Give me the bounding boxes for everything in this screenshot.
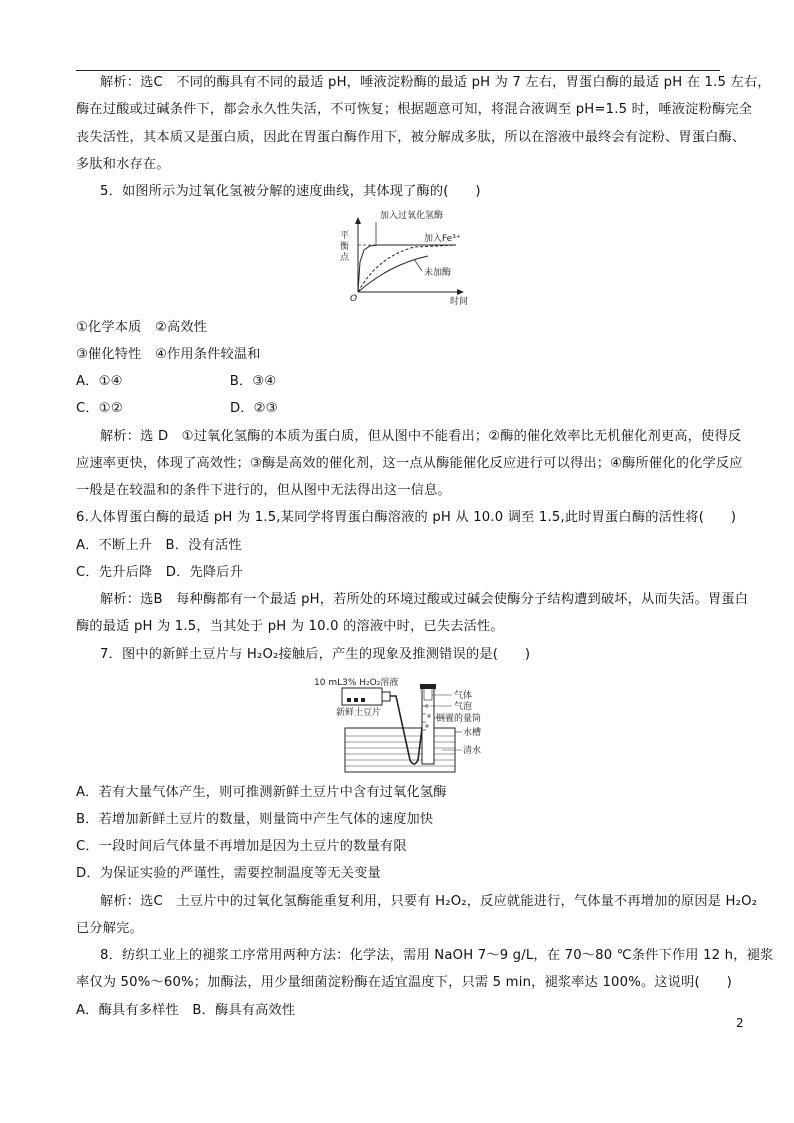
q7-choice-c: C．一段时间后气体量不再增加是因为土豆片的数量有限 bbox=[76, 839, 407, 854]
enzyme-rate-figure bbox=[338, 207, 478, 307]
y-axis-label-1: 平 bbox=[340, 231, 350, 241]
q4-analysis-line-1: 解析：选C 不同的酶具有不同的最适 pH，唾液淀粉酶的最适 pH 为 7 左右，胃蛋白酶的最适 pH 在 1.5 左右， bbox=[100, 75, 771, 90]
q5-option-row-1: ①化学本质 ②高效性 bbox=[76, 320, 208, 335]
label-bubbles: 气泡 bbox=[454, 702, 473, 712]
q7-choice-b: B．若增加新鲜土豆片的数量，则量筒中产生气体的速度加快 bbox=[76, 812, 434, 827]
q6-analysis-line-1: 解析：选B 每种酶都有一个最适 pH，若所处的环境过酸或过碱会使酶分子结构遭到破坏，从而失活。胃蛋白 bbox=[100, 592, 749, 607]
potato-slice-3 bbox=[361, 698, 365, 702]
potato-slice-1 bbox=[347, 698, 351, 702]
header-rule bbox=[76, 70, 720, 71]
question-8-stem-line-1: 8．纺织工业上的褪浆工序常用两种方法：化学法，需用 NaOH 7～9 g/L，在 70～80 ℃条件下作用 12 h，褪浆 bbox=[100, 948, 774, 963]
curve-label-no-enzyme: 未加酶 bbox=[424, 268, 452, 278]
y-axis-label-3: 点 bbox=[340, 253, 350, 263]
q7-analysis-line-1: 解析：选C 土豆片中的过氧化氢酶能重复利用，只要有 H₂O₂，反应就能进行，气体量不再增加的原因是 H₂O₂ bbox=[100, 894, 758, 909]
page-number: 2 bbox=[736, 1016, 744, 1030]
q8-choice-row-1: A．酶具有多样性 B．酶具有高效性 bbox=[76, 1003, 296, 1018]
potato-slice-2 bbox=[354, 698, 358, 702]
q4-analysis-line-3: 丧失活性，其本质又是蛋白质，因此在胃蛋白酶作用下，被分解成多肽，所以在溶液中最终会有淀粉、胃蛋白酶、 bbox=[76, 130, 746, 145]
q5-choice-row-1: A．①④ B．③④ bbox=[76, 374, 277, 389]
potato-label: 新鲜土豆片 bbox=[336, 708, 382, 718]
x-axis-arrow bbox=[457, 289, 464, 295]
question-8-stem-line-2: 率仅为 50%～60%；加酶法，用少量细菌淀粉酶在适宜温度下，只需 5 min，褪浆率达 100%。这说明( ) bbox=[76, 975, 732, 990]
x-axis-label: 时间 bbox=[450, 297, 469, 307]
q7-choice-d: D．为保证实验的严谨性，需要控制温度等无关变量 bbox=[76, 866, 381, 881]
cylinder-base bbox=[420, 684, 436, 689]
q6-analysis-line-2: 酶的最适 pH 为 1.5，当其处于 pH 为 10.0 的溶液中时，已失去活性。 bbox=[76, 619, 504, 634]
question-7-stem: 7．图中的新鲜土豆片与 H₂O₂接触后，产生的现象及推测错误的是( ) bbox=[100, 647, 531, 662]
question-5-stem: 5．如图所示为过氧化氢被分解的速度曲线，其体现了酶的( ) bbox=[100, 184, 481, 199]
label-trough: 水槽 bbox=[463, 728, 482, 738]
label-cylinder: 倒置的量筒 bbox=[436, 714, 482, 724]
y-axis-arrow bbox=[355, 217, 361, 224]
bottle-body bbox=[342, 688, 382, 705]
q5-analysis-line-3: 一般是在较温和的条件下进行的，但从图中无法得出这一信息。 bbox=[76, 483, 451, 498]
q5-option-row-2: ③催化特性 ④作用条件较温和 bbox=[76, 347, 261, 362]
water-trough bbox=[345, 728, 455, 772]
bottle-neck bbox=[382, 692, 390, 701]
label-water: 清水 bbox=[463, 746, 482, 756]
q5-analysis-line-2: 应速率更快，体现了高效性；③酶是高效的催化剂，这一点从酶能催化反应进行可以得出；④酶所催化的化学反应 bbox=[76, 456, 743, 471]
label-gas: 气体 bbox=[454, 691, 473, 701]
curve-no-enzyme bbox=[358, 256, 428, 292]
q4-analysis-line-4: 多肽和水存在。 bbox=[76, 157, 170, 172]
bottle-label: 10 mL3% H₂O₂溶液 bbox=[314, 678, 399, 688]
q6-choice-row-2: C．先升后降 D．先降后升 bbox=[76, 565, 244, 580]
y-axis-label-2: 衡 bbox=[340, 242, 350, 252]
q5-choice-row-2: C．①② D．②③ bbox=[76, 401, 278, 416]
curve-label-catalase: 加入过氧化氢酶 bbox=[380, 211, 444, 221]
q5-analysis-line-1: 解析：选 D ①过氧化氢酶的本质为蛋白质，但从图中不能看出；②酶的催化效率比无机催化剂更高，使得反 bbox=[100, 429, 742, 444]
q7-analysis-line-2: 已分解完。 bbox=[76, 921, 143, 936]
q6-choice-row-1: A．不断上升 B．没有活性 bbox=[76, 538, 242, 553]
origin-label: O bbox=[350, 294, 358, 304]
potato-h2o2-apparatus bbox=[312, 676, 482, 776]
gas-space bbox=[424, 688, 432, 700]
water-hatching bbox=[345, 736, 455, 766]
q7-choice-a: A．若有大量气体产生，则可推测新鲜土豆片中含有过氧化氢酶 bbox=[76, 785, 447, 800]
q4-analysis-line-2: 酶在过酸或过碱条件下，都会永久性失活，不可恢复；根据题意可知，将混合液调至 pH=1.5 时，唾液淀粉酶完全 bbox=[76, 102, 753, 117]
question-6-stem: 6.人体胃蛋白酶的最适 pH 为 1.5,某同学将胃蛋白酶溶液的 pH 从 10.0 调至 1.5,此时胃蛋白酶的活性将( ) bbox=[76, 510, 737, 525]
no-enzyme-pointer bbox=[414, 259, 422, 271]
curve-label-fe3: 加入Fe³⁺ bbox=[424, 234, 461, 244]
